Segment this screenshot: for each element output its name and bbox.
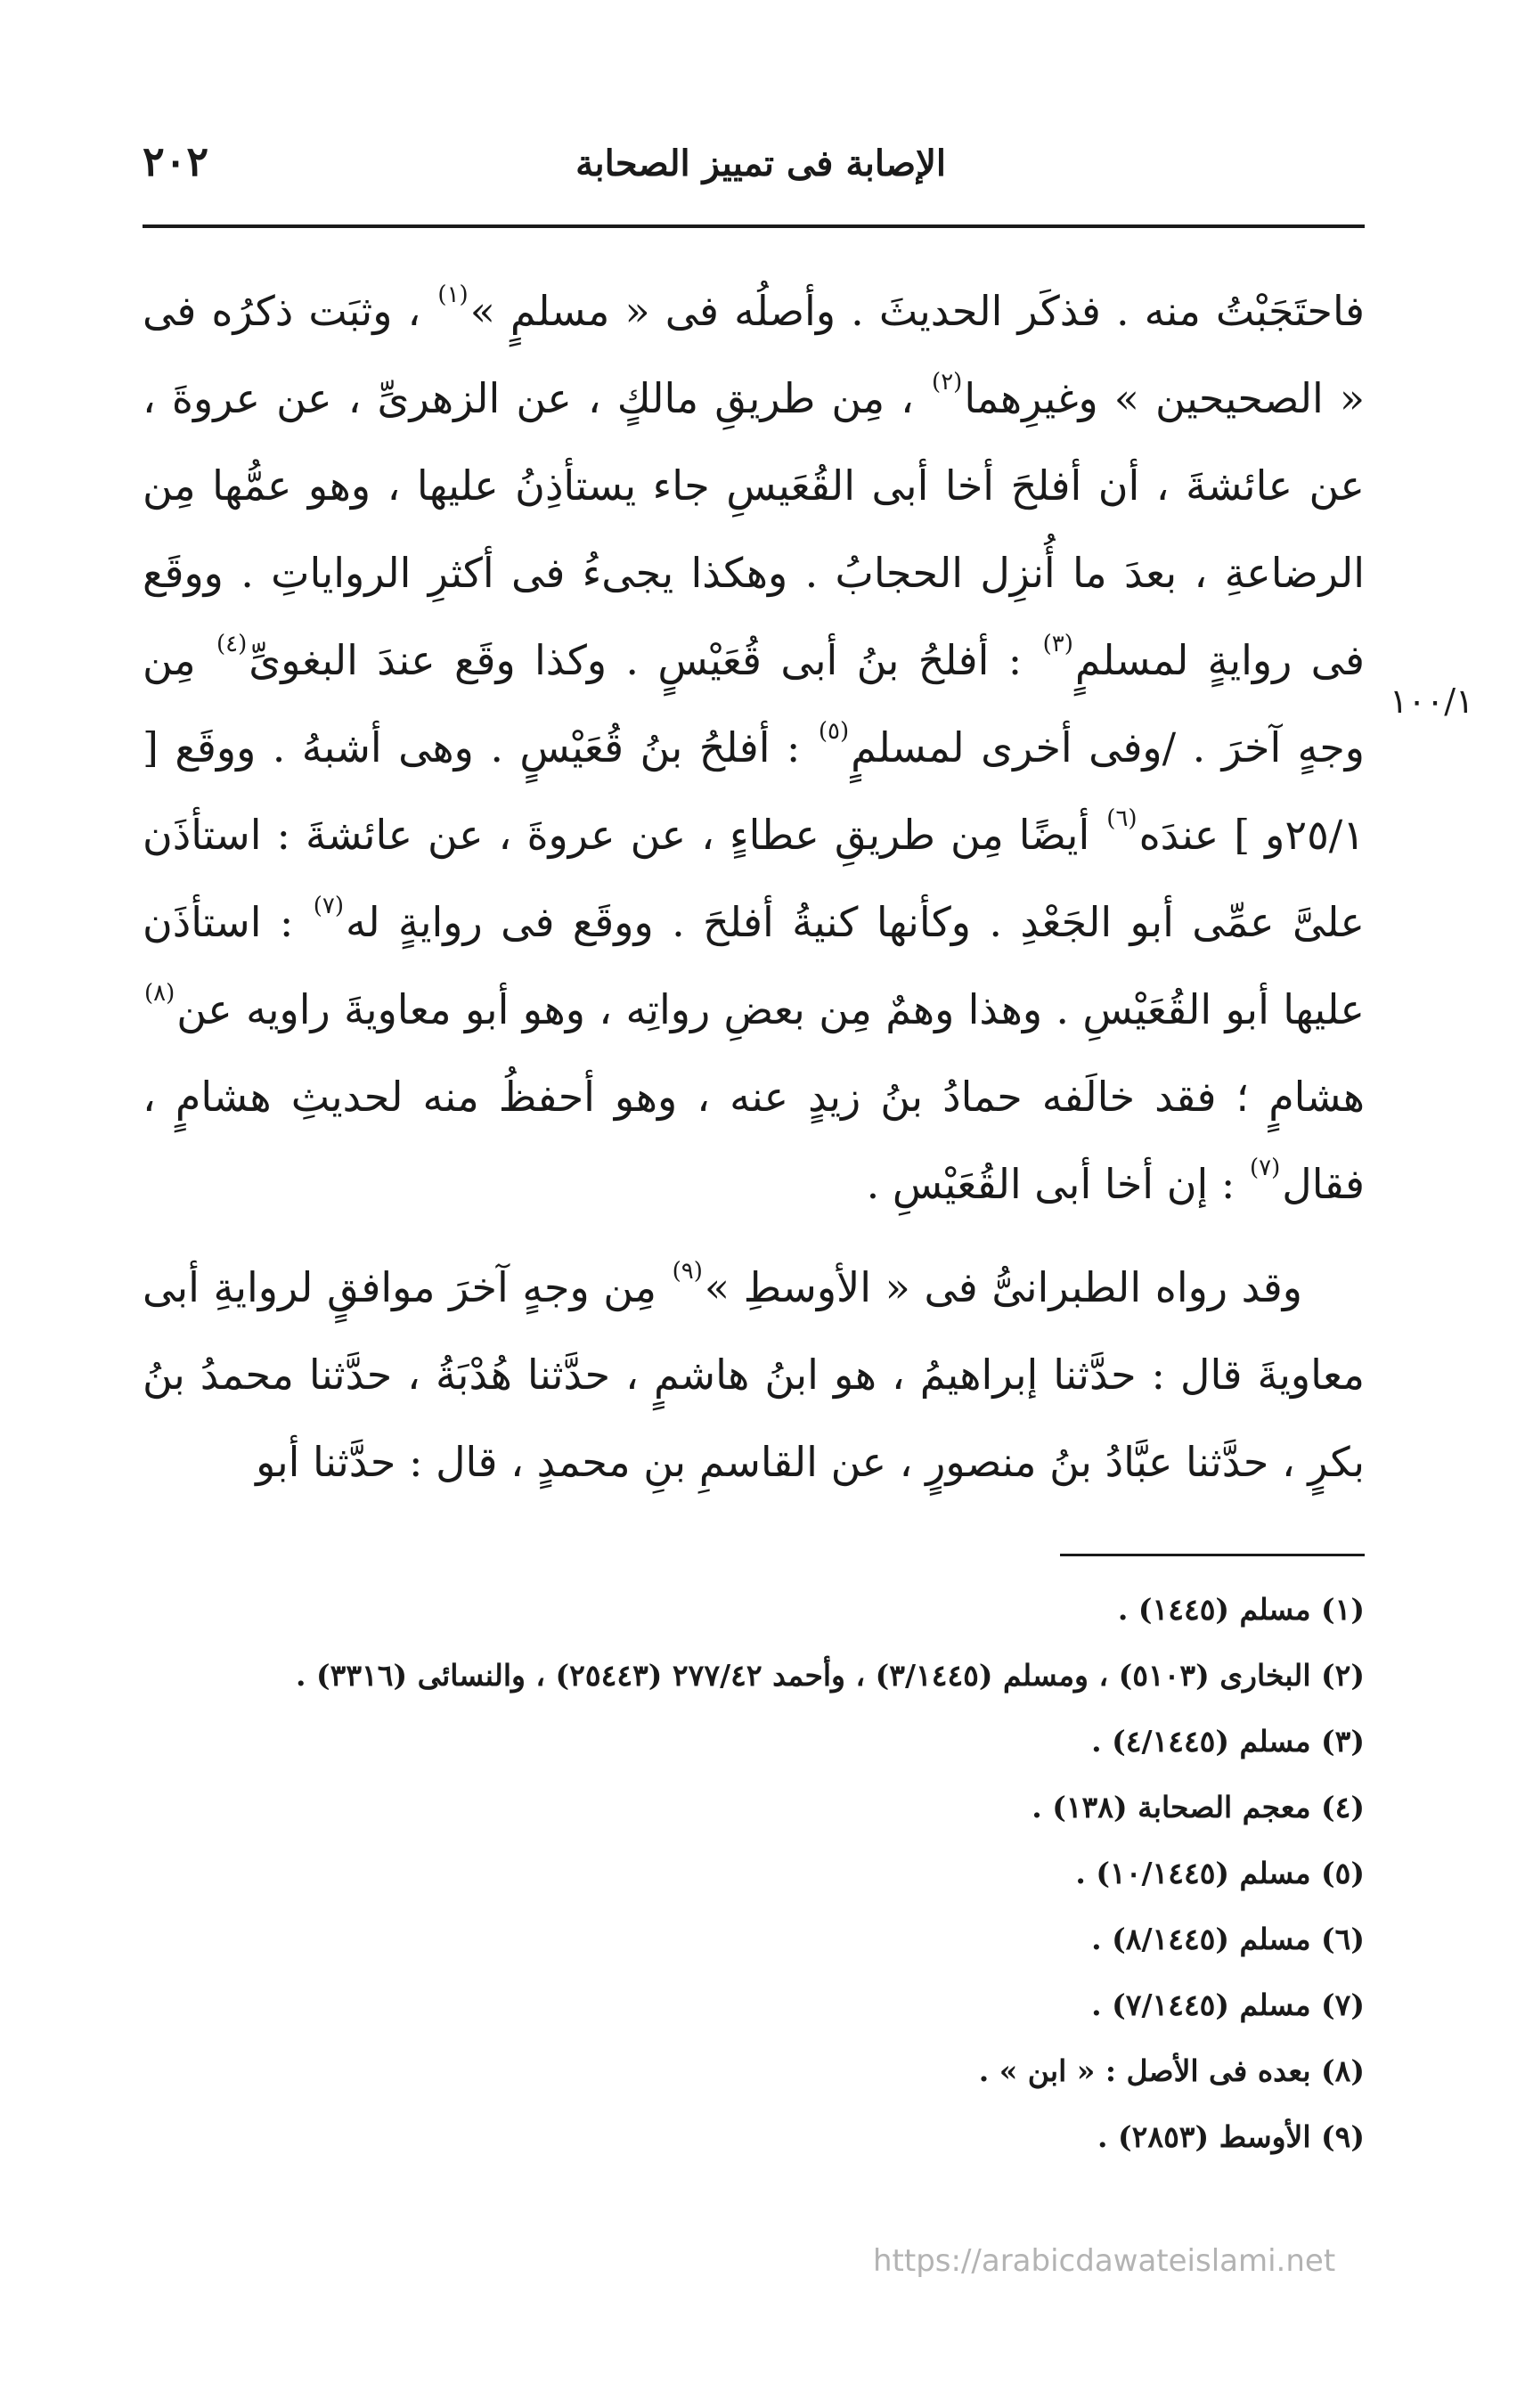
footnote-ref-4[interactable]: (٤) <box>216 631 248 657</box>
footnote-2: (٢) البخارى (٥١٠٣) ، ومسلم (٣/١٤٤٥) ، وأحمد ٢٧٧/٤٢ (٢٥٤٤٣) ، والنسائى (٣٣١٦) . <box>296 1658 1365 1693</box>
footnote-ref-7b[interactable]: (٧) <box>1250 1155 1281 1181</box>
footnote-ref-7[interactable]: (٧) <box>313 893 345 919</box>
watermark-url: https://arabicdawateislami.net <box>873 2243 1336 2279</box>
footnote-ref-2[interactable]: (٢) <box>932 369 963 396</box>
footnote-ref-5[interactable]: (٥) <box>818 718 850 745</box>
running-header <box>143 134 1365 196</box>
page-number: ٢٠٢ <box>143 137 209 185</box>
footnote-3: (٣) مسلم (٤/١٤٤٥) . <box>1091 1724 1365 1759</box>
text-segment: ، وثبَت ذكرُه فى « الصحيحين » وغيرِهما <box>143 287 1365 422</box>
text-segment: : أفلحُ بنُ أبى قُعَيْسٍ . وكذا وقَع عندَ البغوىِّ <box>249 636 1023 684</box>
margin-reference: ١٠٠/١ <box>1390 682 1474 721</box>
paragraph-1 <box>143 267 1365 1228</box>
header-title: الإصابة فى تمييز الصحابة <box>575 143 946 184</box>
footnote-ref-8[interactable]: (٨) <box>144 980 175 1007</box>
text-segment: فاحتَجَبْتُ منه . فذكَر الحديثَ . وأصلُه فى « مسلمٍ » <box>469 287 1365 335</box>
footnote-9: (٩) الأوسط (٢٨٥٣) . <box>1097 2119 1365 2154</box>
text-segment: : استأذَن عليها أبو القُعَيْسِ . وهذا وهمٌ مِن بعضِ رواتِه ، وهو أبو معاويةَ راويه عن <box>143 898 1365 1033</box>
footnote-6: (٦) مسلم (٨/١٤٤٥) . <box>1091 1922 1365 1956</box>
text-segment: هشامٍ ؛ فقد خالَفه حمادُ بنُ زيدٍ عنه ، وهو أحفظُ منه لحديثِ هشامٍ ، فقال <box>143 1073 1365 1208</box>
text-segment: : إن أخا أبى القُعَيْسِ . <box>866 1160 1235 1208</box>
text-segment: مِن وجهٍ آخرَ موافقٍ لروايةِ أبى معاويةَ قال : حدَّثنا إبراهيمُ ، هو ابنُ هاشمٍ ، حدَّثنا هُدْبَةُ ، حدَّثنا محمدُ بنُ بكرٍ ، حدَّثنا عبَّادُ بنُ منصورٍ ، عن القاسمِ بنِ محمدٍ ، قال : حدَّثنا أبو <box>143 1263 1365 1486</box>
text-segment: مِن وجهٍ آخرَ . /وفى أخرى لمسلمٍ <box>143 636 1365 771</box>
footnote-ref-1[interactable]: (١) <box>437 282 469 308</box>
text-segment: أيضًا مِن طريقِ عطاءٍ ، عن عروةَ ، عن عائشةَ : استأذَن علىَّ عمِّى أبو الجَعْدِ . وكأنها كنيةُ أفلحَ . ووقَع فى روايةٍ له <box>143 811 1366 946</box>
text-segment: وقد رواه الطبرانىُّ فى « الأوسطِ » <box>704 1263 1302 1311</box>
footnote-1: (١) مسلم (١٤٤٥) . <box>1117 1592 1365 1627</box>
footnote-8: (٨) بعده فى الأصل : « ابن » . <box>978 2053 1365 2088</box>
footnote-7: (٧) مسلم (٧/١٤٤٥) . <box>1091 1988 1365 2022</box>
footnote-ref-3[interactable]: (٣) <box>1042 631 1073 657</box>
paragraph-2 <box>143 1244 1365 1506</box>
footnote-4: (٤) معجم الصحابة (١٣٨) . <box>1032 1790 1365 1824</box>
text-segment: : أفلحُ بنُ قُعَيْسٍ . وهى أشبهُ . ووقَع [ ٢٥/١و ] عندَه <box>143 723 1366 859</box>
footnote-ref-9[interactable]: (٩) <box>672 1258 703 1285</box>
footnotes <box>143 1577 1365 2170</box>
main-text <box>143 267 1365 1506</box>
footnote-separator <box>1060 1554 1365 1556</box>
header-rule <box>143 224 1365 228</box>
footnote-ref-6[interactable]: (٦) <box>1106 805 1138 832</box>
footnote-5: (٥) مسلم (١٠/١٤٤٥) . <box>1075 1856 1365 1890</box>
text-segment: ، مِن طريقِ مالكٍ ، عن الزهرىِّ ، عن عروةَ ، عن عائشةَ ، أن أفلحَ أخا أبى القُعَيسِ جاء يستأذِنُ عليها ، وهو عمُّها مِن الرضاعةِ ، بعدَ ما أُنزِل الحجابُ . وهكذا يجىءُ فى أكثرِ الرواياتِ . ووقَع فى روايةٍ لمسلمٍ <box>143 374 1365 684</box>
